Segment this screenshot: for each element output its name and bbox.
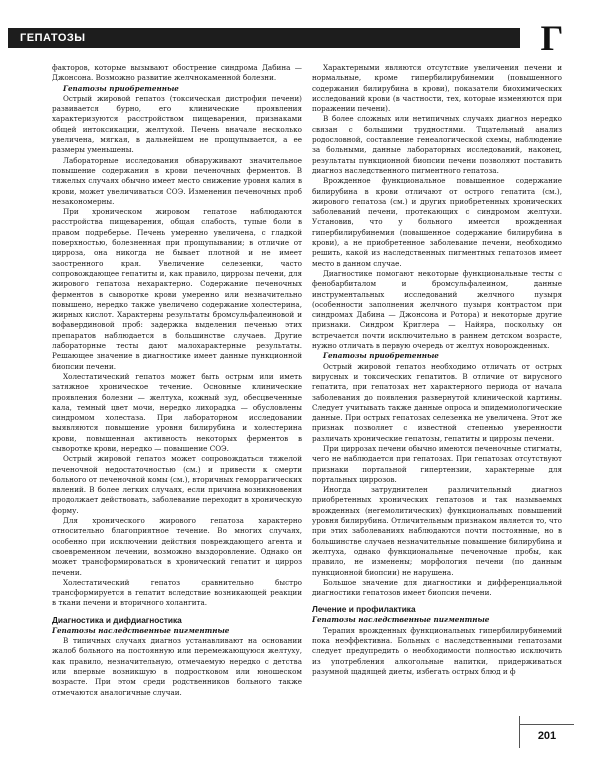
paragraph: Лабораторные исследования обнаруживают значительное повышение содержания в крови печеночных ферментов. В тяжелых случаях обычно имеет место снижение уровня калия в крови, может увеличиваться СОЭ. Изменения печеночных проб незакономерны. [52, 155, 302, 206]
paragraph: При циррозах печени обычно имеются печеночные стигматы, чего не наблюдается при гепатозах. При гепатозах отсутствуют признаки портальной гипертензии, характерные для портальных циррозов. [312, 443, 562, 484]
paragraph: Большое значение для диагностики и дифференциальной диагностики гепатозов имеет биопсия печени. [312, 577, 562, 598]
section-heading: Диагностика и дифдиагностика [52, 614, 182, 625]
paragraph: Холестатический гепатоз сравнительно быстро трансформируется в гепатит вследствие возникающей реакции в ткани печени и вторичного холангита. [52, 577, 302, 608]
subheading: Гепатозы наследственные пигментные [312, 615, 490, 625]
paragraph: При хроническом жировом гепатозе наблюдаются расстройства пищеварения, общая слабость, тупые боли в правом подреберье. Печень умеренно увеличена, с гладкой поверхностью, болезненная при прощупывании; в отличие от цирроза, она никогда не бывает плотной и не имеет заостренного края. Увеличение селезенки, часто сопровождающее гепатиты и, как правило, циррозы печени, для жирового гепатоза нехарактерно. Содержание печеночных ферментов в сыворотке крови умеренно или незначительно повышено, нередко также увеличено содержание холестерина, жирных кислот. Характерны результаты бромсульфалеиновой и вофавердиновой проб: задержка выделения печенью этих препаратов наблюдается в большинстве случаев. Другие лабораторные тесты дают малохарактерные результаты. Решающее значение в диагностике имеет данные пункционной биопсии печени. [52, 207, 302, 371]
page-number: 201 [537, 730, 557, 742]
running-header-title: ГЕПАТОЗЫ [20, 32, 86, 44]
paragraph: В более сложных или нетипичных случаях диагноз нередко связан с большими трудностями. Тщательный анализ родословной, составление генеалогической схемы, наблюдение за больными, данные лабораторных исследований, наконец, результаты пункционной биопсии печени позволяют поставить диагноз наследственного пигментного гепатоза. [312, 114, 562, 175]
paragraph: Диагностике помогают некоторые функциональные тесты с фенобарбиталом и бромсульфалеином, данные инструментальных исследований желчного пузыря (особенности заполнения желчного пузыря контрастом при синдромах Дабина — Джонсона и Ротора) и некоторые другие признаки. Синдром Криглера — Найяра, поскольку он встречается почти исключительно в раннем детском возрасте, нужно отличать в первую очередь от желтух новорожденных. [312, 268, 562, 351]
right-column [312, 63, 562, 721]
section-letter: Г [540, 18, 564, 58]
paragraph: Острый жировой гепатоз необходимо отличать от острых вирусных и токсических гепатитов. В отличие от вирусного гепатита, при гепатозах нет характерного периода от начала заболевания до появления развернутой клинической картины. Следует учитывать также данные опроса и эпидемиологические данные. При острых гепатозах селезенка не увеличена. Этот же признак позволяет с известной степенью уверенности различать хронические гепатозы, гепатиты и циррозы печени. [312, 361, 562, 443]
paragraph: Терапия врожденных функциональных гипербилирубинемий пока неэффективна. Больных с наследственными гепатозами следует предупредить о необходимости полностью исключить из употребления алкогольные напитки, придерживаться разумной щадящей диеты, избегать острых блюд и ф [312, 625, 562, 676]
subheading: Гепатозы приобретенные [63, 83, 179, 93]
subheading: Гепатозы приобретенные [323, 351, 439, 361]
paragraph: Острый жировой гепатоз (токсическая дистрофия печени) развивается бурно, его клинические проявления характеризуются расстройством пищеварения, признаками общей интоксикации, желтухой. Печень вначале несколько увеличена, мягкая, в дальнейшем не прощупывается, а ее размеры уменьшены. [52, 93, 302, 155]
subheading: Гепатозы наследственные пигментные [52, 625, 230, 635]
running-header-bar [8, 28, 520, 48]
left-column [52, 63, 302, 721]
paragraph: Врожденное функциональное повышенное содержание билирубина в крови отличают от острого гепатита (см.), жирового гепатоза (см.) и других приобретенных хронических заболеваний печени, протекающих с синдромом желтухи. Установив, что у больного имеется врожденная гипербилирубинемия (повышенное содержание билирубина в крови), а не приобретенное заболевание печени, необходимо решить, какой из наследственных пигментных гепатозов имеет место в данном случае. [312, 176, 562, 268]
paragraph: В типичных случаях диагноз устанавливают на основании жалоб больного на постоянную или перемежающуюся желтуху, как правило, незначительную, отмечаемую нередко с детства или впервые возникшую в подростковом или юношеском возрасте. При этом среди родственников больного также отмечаются аналогичные случаи. [52, 636, 302, 697]
section-heading: Лечение и профилактика [312, 604, 416, 615]
paragraph: Для хронического жирового гепатоза характерно относительно благоприятное течение. Во многих случаях, особенно при исключении действия повреждающего агента и своевременном лечении, возможно выздоровление. Однако он может трансформироваться в хронический гепатит и цирроз печени. [52, 516, 302, 577]
paragraph: факторов, которые вызывают обострение синдрома Дабина — Джонсона. Возможно развитие желчнокаменной болезни. [52, 63, 302, 83]
paragraph: Иногда затруднителен различительный диагноз приобретенных хронических гепатозов и так называемых врожденных (негемолитических) функциональных повышений уровня билирубина. Отличительным признаком является то, что при этих заболеваниях наблюдаются почти постоянные, но в большинстве случаев незначительные повышение билирубина и желтуха, однако функциональные печеночные пробы, как правило, не изменены; морфология печени (по данным пункционной биопсии) не нарушена. [312, 485, 562, 577]
paragraph: Характерными являются отсутствие увеличения печени и нормальные, кроме гипербилирубинемии (повышенного содержания билирубина в крови), показатели биохимических исследований крови (в частности, тех, которые изменяются при поражении печени). [312, 63, 562, 114]
paragraph: Холестатический гепатоз может быть острым или иметь затяжное хроническое течение. Основные клинические проявления болезни — желтуха, кожный зуд, обесцвеченные кала, темный цвет мочи, нередко лихорадка — обусловлены синдромом холестаза. При лабораторном исследовании выявляются повышение уровня билирубина и холестерина крови, повышенная активность некоторых ферментов в сыворотке крови, нередко — повышение СОЭ. [52, 371, 302, 453]
paragraph: Острый жировой гепатоз может сопровождаться тяжелой печеночной недостаточностью (см.) и привести к смерти больного от печеночной комы (см.), вторичных геморрагических явлений. В более легких случаях, если причина возникновения продолжает действовать, заболевание переходит в хроническую форму. [52, 454, 302, 515]
